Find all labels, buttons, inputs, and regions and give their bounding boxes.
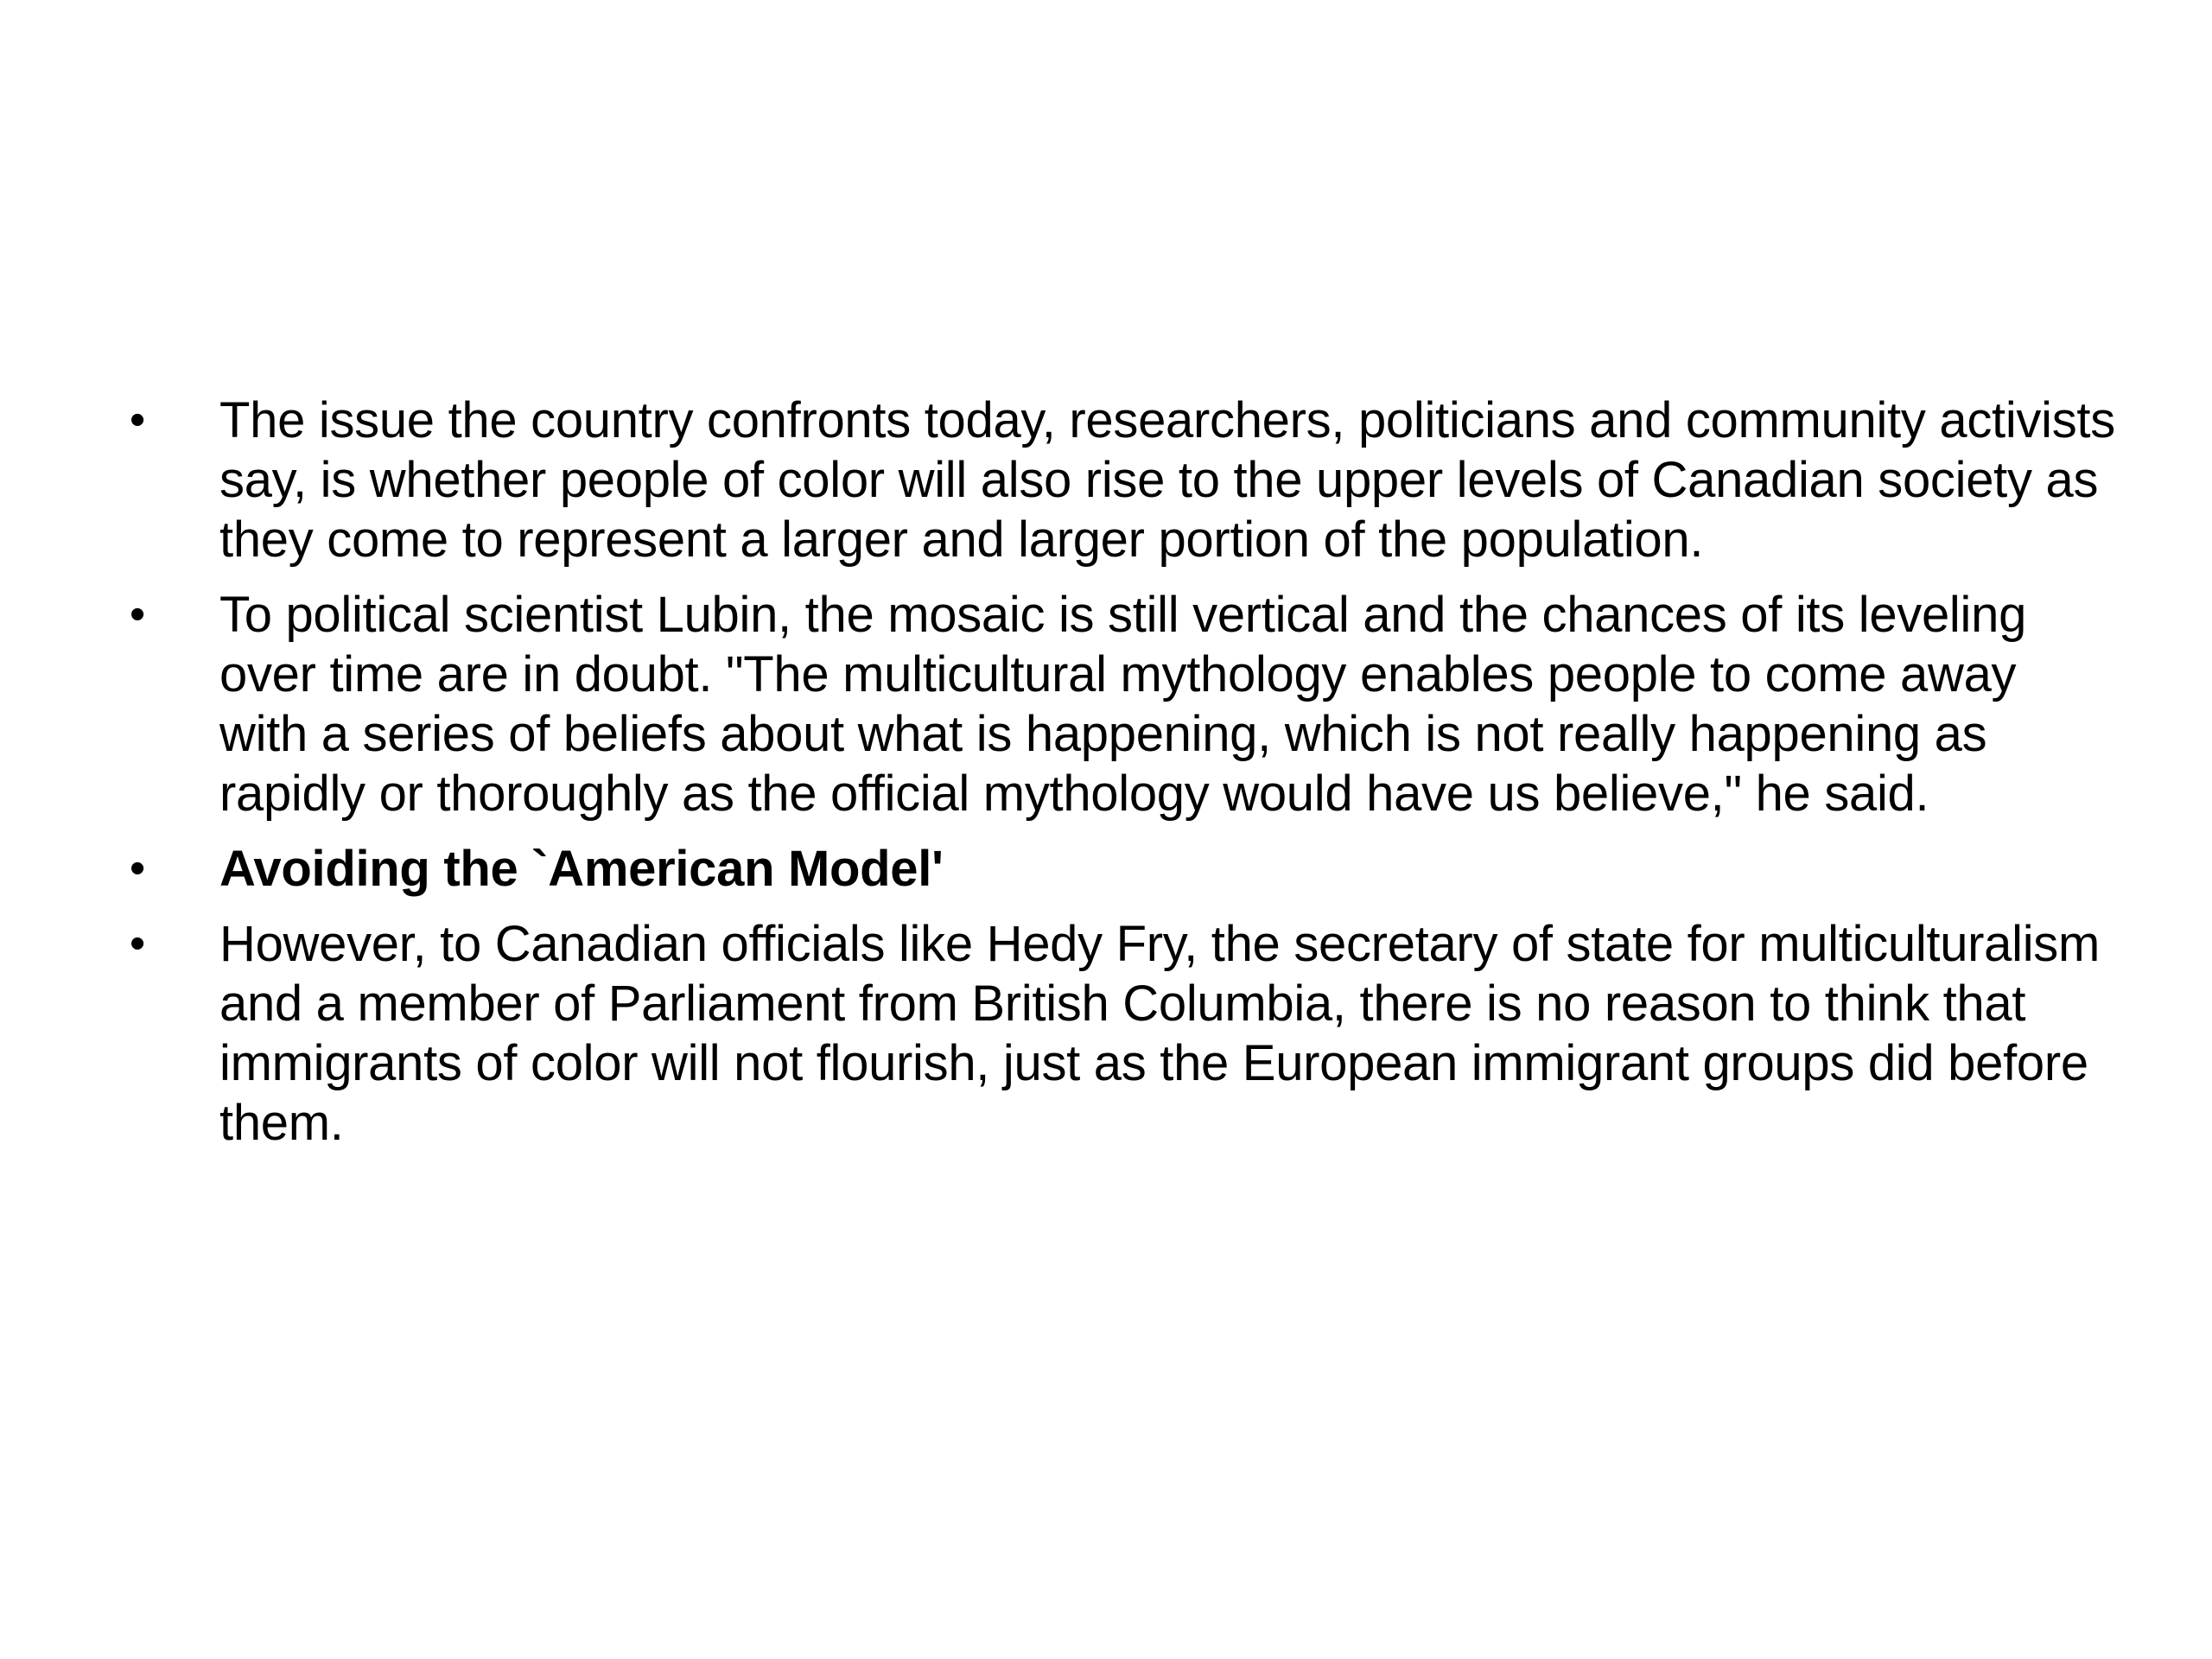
bullet-item-issue (130, 391, 2117, 569)
bullet-marker: • (130, 843, 145, 893)
bullet-text-lubin: To political scientist Lubin, the mosaic is still vertical and the chances of its leveling over time are in doubt. "The multicultural mythology enables people to come away with a series of beliefs about what is happening, which is not really happening as rapidly or thoroughly as the official mythology would have us believe," he said. (219, 587, 2027, 822)
bullet-text-hedy-fry: However, to Canadian officials like Hedy Fry, the secretary of state for multiculturalism and a member of Parliament from British Columbia, there is no reason to think that immigrants of color will not flourish, just as the European immigrant groups did before them. (219, 916, 2101, 1151)
bullet-text-issue: The issue the country confronts today, researchers, politicians and community activists say, is whether people of color will also rise to the upper levels of Canadian society as they come to represent a larger and larger portion of the population. (219, 392, 2115, 568)
bullet-item-lubin (130, 585, 2117, 823)
bullet-marker: • (130, 918, 145, 969)
bullet-text-american-model: Avoiding the `American Model' (219, 841, 944, 897)
bullet-marker: • (130, 589, 145, 639)
bullet-item-american-model (130, 839, 2117, 899)
bullet-item-hedy-fry (130, 914, 2117, 1153)
bullet-list (130, 391, 2117, 1168)
bullet-marker: • (130, 395, 145, 445)
